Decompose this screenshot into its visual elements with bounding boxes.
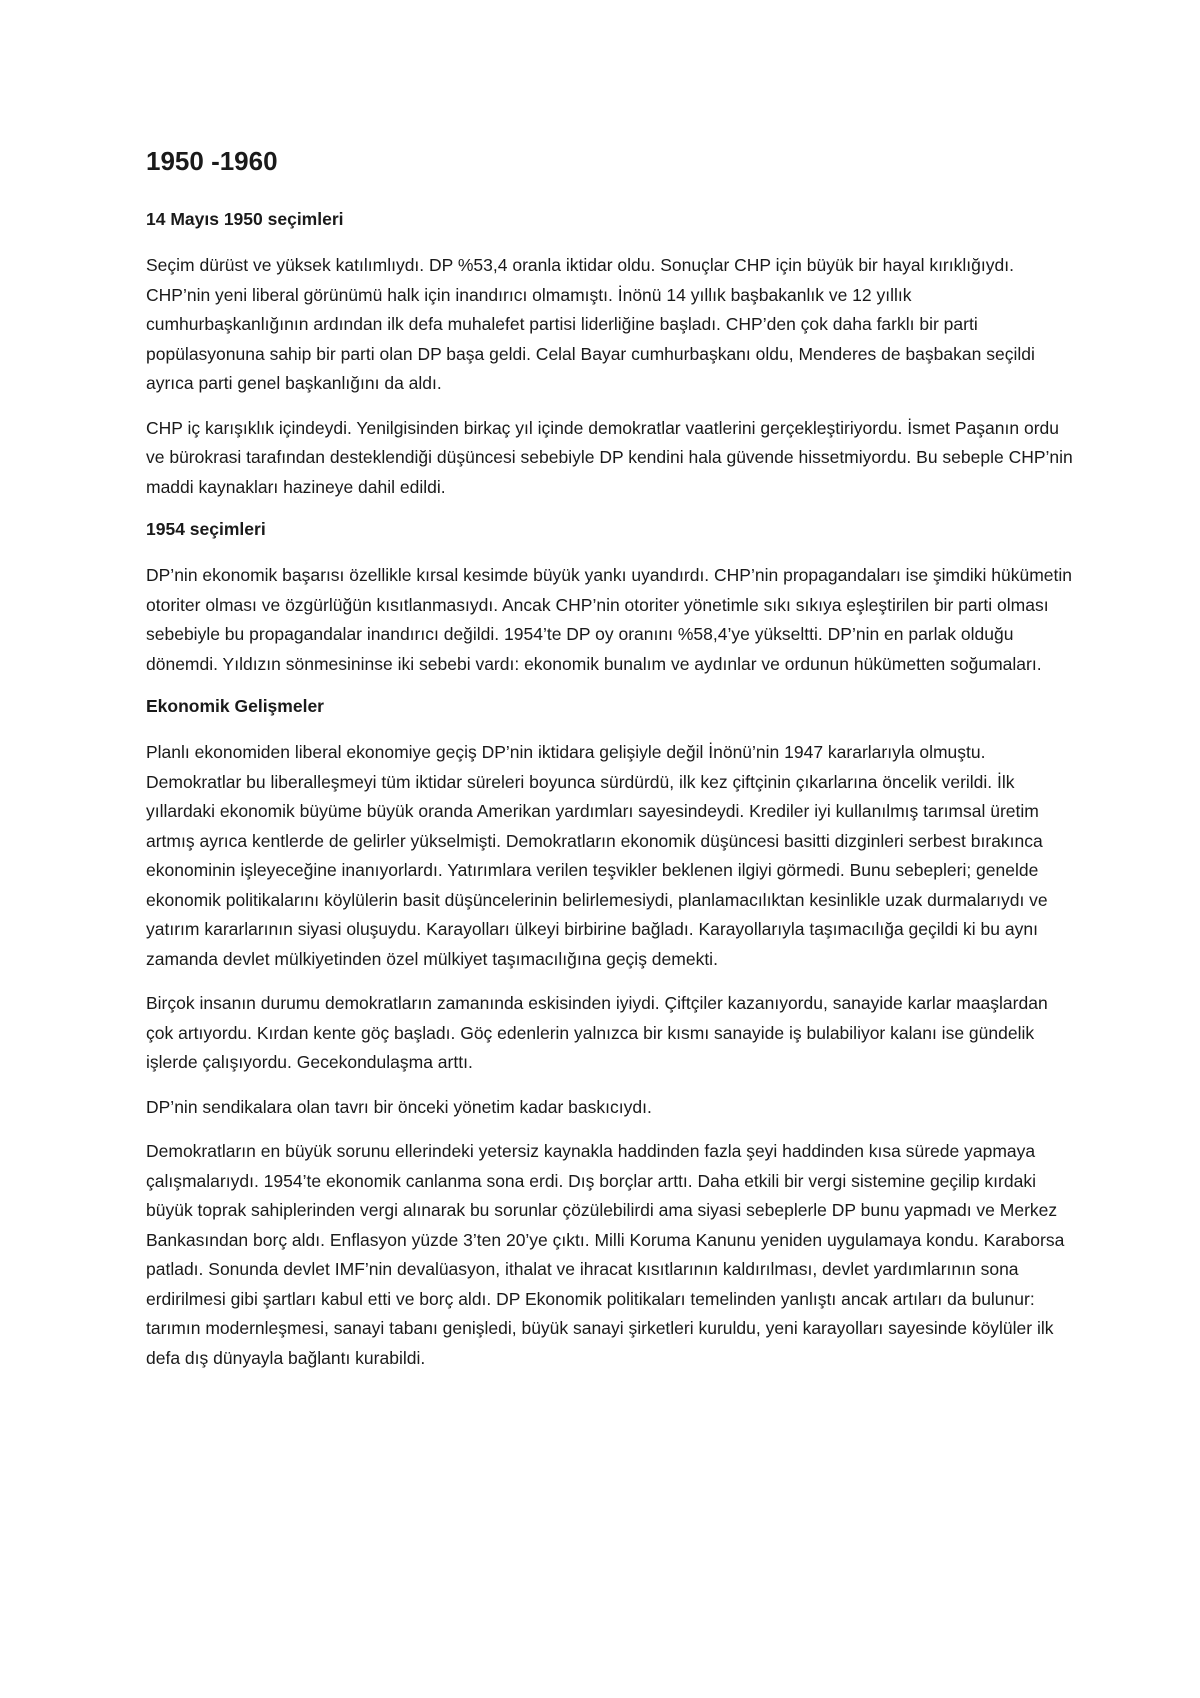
paragraph: DP’nin ekonomik başarısı özellikle kırsal kesimde büyük yankı uyandırdı. CHP’nin propagandaları ise şimdiki hükümetin otoriter olması ve özgürlüğün kısıtlanmasıydı. Ancak CHP’nin otoriter yönetimle sıkı sıkıya eşleştirilen bir parti olması sebebiyle bu propagandalar inandırıcı değildi. 1954’te DP oy oranını %58,4’ye yükseltti. DP’nin en parlak olduğu dönemdi. Yıldızın sönmesininse iki sebebi vardı: ekonomik bunalım ve aydınlar ve ordunun hükümetten soğumaları.: [146, 565, 1072, 674]
paragraph: DP’nin sendikalara olan tavrı bir önceki yönetim kadar baskıcıydı.: [146, 1096, 652, 1117]
document-page: [146, 143, 1076, 1388]
paragraph: Demokratların en büyük sorunu ellerindeki yetersiz kaynakla haddinden fazla şeyi haddinden kısa sürede yapmaya çalışmalarıydı. 1954’te ekonomik canlanma sona erdi. Dış borçlar arttı. Daha etkili bir vergi sistemine geçilip kırdaki büyük toprak sahiplerinden vergi alınarak bu sorunlar çözülebilirdi ama siyasi sebeplerle DP bunu yapmadı ve Merkez Bankasından borç aldı. Enflasyon yüzde 3’ten 20’ye çıktı. Milli Koruma Kanunu yeniden uygulamaya kondu. Karaborsa patladı. Sonunda devlet IMF’nin devalüasyon, ithalat ve ihracat kısıtlarının kaldırılması, devlet yardımlarının sona erdirilmesi gibi şartları kabul etti ve borç aldı. DP Ekonomik politikaları temelinden yanlıştı ancak artıları da bulunur: tarımın modernleşmesi, sanayi tabanı genişledi, büyük sanayi şirketleri kuruldu, yeni karayolları sayesinde köylüler ilk defa dış dünyayla bağlantı kurabildi.: [146, 1141, 1065, 1368]
paragraph: Seçim dürüst ve yüksek katılımlıydı. DP %53,4 oranla iktidar oldu. Sonuçlar CHP için büyük bir hayal kırıklığıydı. CHP’nin yeni liberal görünümü halk için inandırıcı olmamıştı. İnönü 14 yıllık başbakanlık ve 12 yıllık cumhurbaşkanlığının ardından ilk defa muhalefet partisi liderliğine başladı. CHP’den çok daha farklı bir parti popülasyonuna sahip bir parti olan DP başa geldi. Celal Bayar cumhurbaşkanı oldu, Menderes de başbakan seçildi ayrıca parti genel başkanlığını da aldı.: [146, 255, 1035, 393]
section-heading-1950-elections: 14 Mayıs 1950 seçimleri: [146, 209, 344, 229]
section-heading-economic-developments: Ekonomik Gelişmeler: [146, 696, 324, 716]
paragraph: Planlı ekonomiden liberal ekonomiye geçiş DP’nin iktidara gelişiyle değil İnönü’nin 1947 kararlarıyla olmuştu. Demokratlar bu liberalleşmeyi tüm iktidar süreleri boyunca sürdürdü, ilk kez çiftçinin çıkarlarına öncelik verildi. İlk yıllardaki ekonomik büyüme büyük oranda Amerikan yardımları sayesindeydi. Krediler iyi kullanılmış tarımsal üretim artmış ayrıca kentlerde de gelirler yükselmişti. Demokratların ekonomik düşüncesi basitti dizginleri serbest bırakınca ekonominin işleyeceğine inanıyorlardı. Yatırımlara verilen teşvikler beklenen ilgiyi görmedi. Bunu sebepleri; genelde ekonomik politikalarını köylülerin basit düşüncelerinin belirlemesiydi, planlamacılıktan kesinlikle uzak durmalarıydı ve yatırım kararlarının siyasi oluşuydu. Karayolları ülkeyi birbirine bağladı. Karayollarıyla taşımacılığa geçildi ki bu aynı zamanda devlet mülkiyetinden özel mülkiyet taşımacılığına geçiş demekti.: [146, 742, 1048, 969]
paragraph: Birçok insanın durumu demokratların zamanında eskisinden iyiydi. Çiftçiler kazanıyordu, sanayide karlar maaşlardan çok artıyordu. Kırdan kente göç başladı. Göç edenlerin yalnızca bir kısmı sanayide iş bulabiliyor kalanı ise gündelik işlerde çalışıyordu. Gecekondulaşma arttı.: [146, 993, 1048, 1072]
document-title: 1950 -1960: [146, 146, 278, 176]
paragraph: CHP iç karışıklık içindeydi. Yenilgisinden birkaç yıl içinde demokratlar vaatlerini gerçekleştiriyordu. İsmet Paşanın ordu ve bürokrasi tarafından desteklendiği düşüncesi sebebiyle DP kendini hala güvende hissetmiyordu. Bu sebeple CHP’nin maddi kaynakları hazineye dahil edildi.: [146, 417, 1073, 497]
section-heading-1954-elections: 1954 seçimleri: [146, 519, 266, 539]
